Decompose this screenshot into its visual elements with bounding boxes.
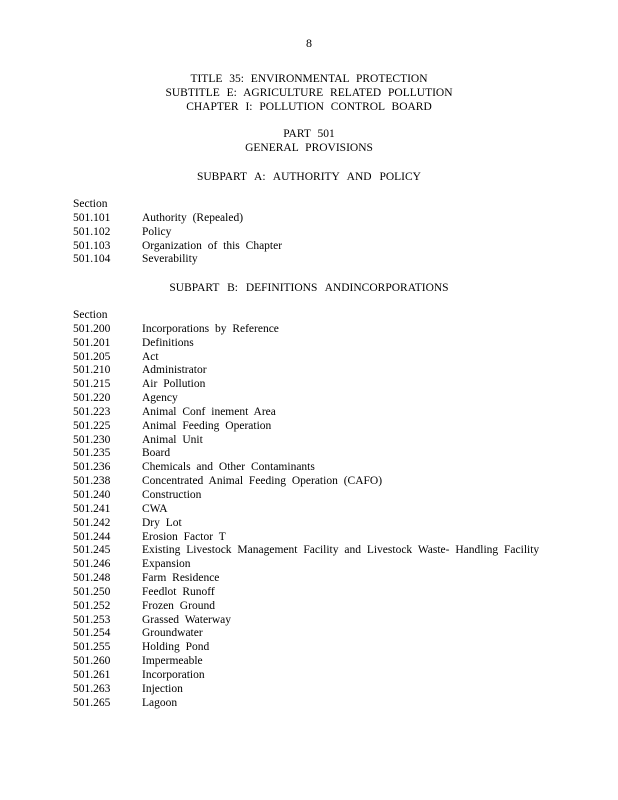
section-row [73, 475, 593, 489]
section-number: 501.236 [73, 461, 111, 474]
section-title: Impermeable [142, 655, 203, 668]
section-number: 501.230 [73, 433, 111, 446]
section-title: Authority (Repealed) [142, 211, 244, 224]
section-number: 501.223 [73, 405, 111, 418]
title-heading: TITLE 35: ENVIRONMENTAL PROTECTION [190, 73, 428, 85]
section-number: 501.252 [73, 599, 111, 612]
section-title: Frozen Ground [142, 599, 215, 612]
section-row [73, 586, 593, 600]
section-number: 501.250 [73, 585, 111, 598]
section-title: Animal Unit [142, 433, 203, 446]
section-number: 501.205 [73, 350, 111, 363]
section-title: Injection [142, 682, 183, 695]
section-title: Dry Lot [142, 516, 182, 529]
section-title: Erosion Factor T [142, 530, 226, 543]
section-number: 501.244 [73, 530, 111, 543]
section-number: 501.104 [73, 253, 111, 266]
section-title: Farm Residence [142, 572, 220, 585]
subpart-b-heading: SUBPART B: DEFINITIONS ANDINCORPORATIONS [169, 282, 449, 294]
section-row [73, 669, 593, 683]
section-row [73, 641, 593, 655]
section-number: 501.101 [73, 211, 111, 224]
section-title: Policy [142, 225, 172, 238]
section-number: 501.210 [73, 364, 111, 377]
section-number: 501.240 [73, 488, 111, 501]
section-title: Air Pollution [142, 378, 206, 391]
section-number: 501.260 [73, 655, 111, 668]
section-number: 501.265 [73, 696, 111, 709]
section-row [73, 461, 593, 475]
section-title: Animal Feeding Operation [142, 419, 272, 432]
section-number: 501.246 [73, 558, 111, 571]
section-title: Expansion [142, 558, 191, 571]
section-title: Existing Livestock Management Facility and Livestock Waste- Handling Facility [142, 544, 540, 557]
section-title: Lagoon [142, 696, 178, 709]
section-row [73, 697, 593, 711]
section-column-label: Section [73, 309, 108, 321]
section-title: Organization of this Chapter [142, 239, 283, 252]
section-row [73, 226, 593, 240]
section-row [73, 378, 593, 392]
section-title: Agency [142, 392, 178, 405]
chapter-heading: CHAPTER I: POLLUTION CONTROL BOARD [186, 101, 432, 113]
section-title: Feedlot Runoff [142, 585, 215, 598]
section-title: Board [142, 447, 171, 460]
section-column-label: Section [73, 198, 108, 210]
section-number: 501.241 [73, 502, 111, 515]
section-number: 501.102 [73, 225, 111, 238]
section-row [73, 392, 593, 406]
section-number: 501.238 [73, 475, 111, 488]
section-number: 501.200 [73, 322, 111, 335]
section-title: Construction [142, 488, 202, 501]
section-title: Grassed Waterway [142, 613, 232, 626]
section-row [73, 531, 593, 545]
part-number: PART 501 [283, 128, 335, 140]
section-title: Animal Conf inement Area [142, 405, 276, 418]
subtitle-heading: SUBTITLE E: AGRICULTURE RELATED POLLUTION [165, 87, 453, 99]
section-row [73, 614, 593, 628]
subpart-a-heading: SUBPART A: AUTHORITY AND POLICY [196, 171, 421, 183]
section-row [73, 683, 593, 697]
section-row [73, 240, 593, 254]
subpart-b-section-list [73, 309, 593, 710]
section-title: CWA [142, 502, 168, 515]
section-number: 501.263 [73, 682, 111, 695]
section-row [73, 253, 593, 267]
section-title: Administrator [142, 364, 207, 377]
section-row [73, 503, 593, 517]
section-number: 501.235 [73, 447, 111, 460]
section-row [73, 489, 593, 503]
section-number: 501.220 [73, 392, 111, 405]
section-row [73, 558, 593, 572]
section-number: 501.201 [73, 336, 111, 349]
section-row [73, 351, 593, 365]
section-row [73, 364, 593, 378]
section-number: 501.261 [73, 668, 111, 681]
section-title: Definitions [142, 336, 194, 349]
subpart-a-section-list [73, 198, 593, 267]
section-number: 501.242 [73, 516, 111, 529]
section-number: 501.253 [73, 613, 111, 626]
section-title: Concentrated Animal Feeding Operation (CAFO) [142, 475, 383, 488]
section-number: 501.254 [73, 627, 111, 640]
section-row [73, 572, 593, 586]
section-number: 501.255 [73, 641, 111, 654]
section-title: Chemicals and Other Contaminants [142, 461, 315, 474]
section-row [73, 655, 593, 669]
section-row [73, 323, 593, 337]
section-row [73, 544, 593, 558]
section-number: 501.225 [73, 419, 111, 432]
section-number: 501.245 [73, 544, 111, 557]
section-row [73, 212, 593, 226]
section-row [73, 406, 593, 420]
section-title: Incorporation [142, 668, 205, 681]
section-title: Incorporations by Reference [142, 322, 279, 335]
section-row [73, 627, 593, 641]
section-row [73, 420, 593, 434]
section-number: 501.103 [73, 239, 111, 252]
section-row [73, 447, 593, 461]
section-number: 501.248 [73, 572, 111, 585]
section-row [73, 517, 593, 531]
section-title: Holding Pond [142, 641, 210, 654]
section-row [73, 600, 593, 614]
section-title: Act [142, 350, 159, 363]
section-title: Groundwater [142, 627, 203, 640]
part-name: GENERAL PROVISIONS [245, 142, 373, 154]
section-title: Severability [142, 253, 198, 266]
page-number: 8 [306, 36, 312, 50]
section-row [73, 337, 593, 351]
section-row [73, 434, 593, 448]
section-number: 501.215 [73, 378, 111, 391]
